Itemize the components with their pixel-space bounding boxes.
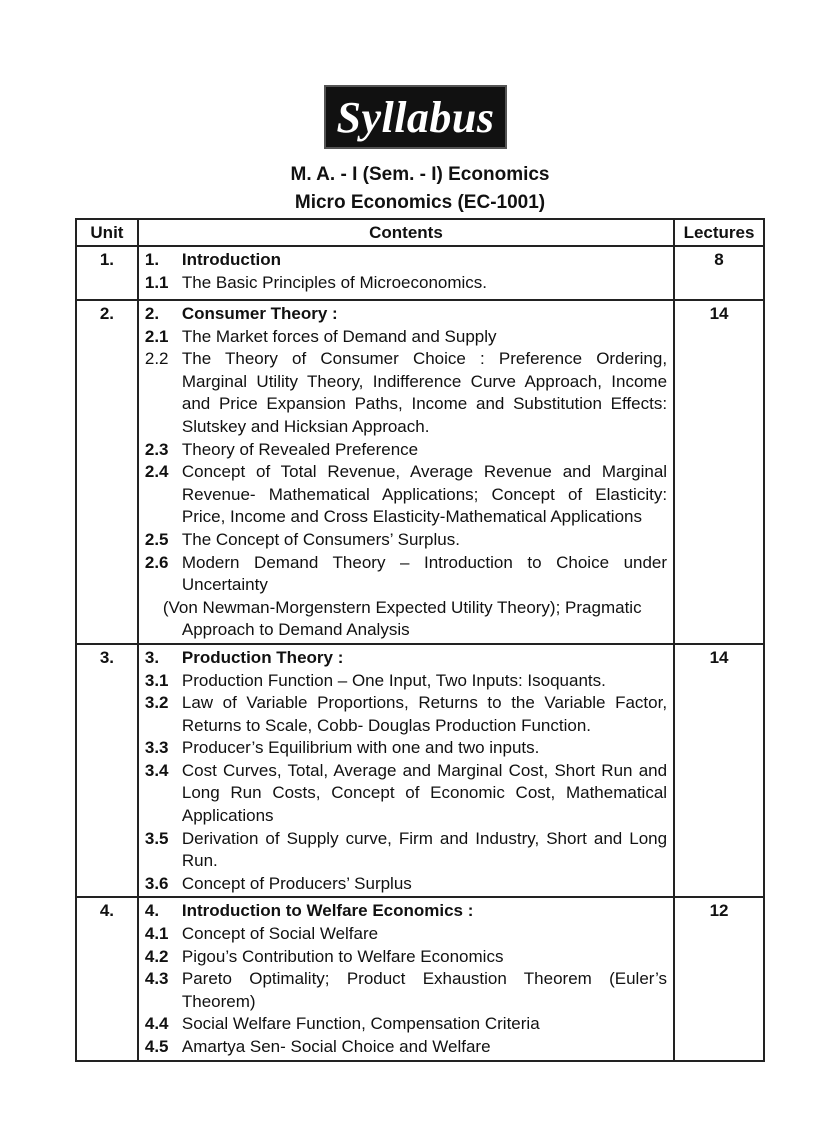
table-row <box>76 644 764 898</box>
syllabus-table <box>75 218 765 1062</box>
topic-item: 4.5 Amartya Sen- Social Choice and Welfare <box>144 1037 491 1056</box>
course-program-heading: M. A. - I (Sem. - I) Economics <box>290 164 550 185</box>
unit-heading: 1. Introduction <box>144 250 282 269</box>
unit-contents <box>138 246 674 300</box>
lecture-count: 14 <box>674 644 764 898</box>
unit-contents <box>138 897 674 1060</box>
topic-continuation-rest: Approach to Demand Analysis <box>181 620 410 640</box>
unit-heading: 4. Introduction to Welfare Economics : <box>144 901 474 921</box>
topic-item: 2.1 The Market forces of Demand and Supply <box>144 326 497 346</box>
unit-number: 4. <box>76 897 138 1060</box>
topic-item: 3.5 Derivation of Supply curve, Firm and Industry, Short and Long Run. <box>144 828 668 871</box>
topic-item: 4.1 Concept of Social Welfare <box>144 924 379 944</box>
topic-continuation: (Von Newman-Morgenstern Expected Utility Theory); Pragmatic <box>162 597 642 617</box>
topic-item: 2.6 Modern Demand Theory – Introduction to Choice under Uncertainty <box>144 552 668 595</box>
topic-item: 3.2 Law of Variable Proportions, Returns to the Variable Factor, Returns to Scale, Cobb- Douglas Production Function. <box>144 693 668 735</box>
unit-number: 3. <box>76 644 138 898</box>
unit-heading: 3. Production Theory : <box>144 647 344 667</box>
topic-item: 2.4 Concept of Total Revenue, Average Revenue and Marginal Revenue- Mathematical Applications; Concept of Elasticity: Price, Income and Cross Elasticity-Mathematical Applications <box>144 462 668 527</box>
unit-heading: 2. Consumer Theory : <box>144 304 338 323</box>
unit-number: 2. <box>76 300 138 644</box>
topic-item: 3.4 Cost Curves, Total, Average and Marginal Cost, Short Run and Long Run Costs, Concept of Economic Cost, Mathematical Applications <box>144 760 668 826</box>
topic-item: 4.3 Pareto Optimality; Product Exhaustion Theorem (Euler’s Theorem) <box>144 969 668 1011</box>
topic-item: 3.6 Concept of Producers’ Surplus <box>144 873 412 893</box>
lecture-count: 14 <box>674 300 764 644</box>
unit-contents <box>138 300 674 644</box>
unit-number: 1. <box>76 246 138 300</box>
syllabus-title: Syllabus <box>336 92 495 142</box>
topic-item: 2.2 The Theory of Consumer Choice : Preference Ordering, Marginal Utility Theory, Indifference Curve Approach, Income and Price Expansion Paths, Income and Substitution Effects: Slutskey and Hicksian Approach. <box>144 349 668 436</box>
table-header-row <box>76 219 764 246</box>
topic-item: 4.4 Social Welfare Function, Compensation Criteria <box>144 1014 540 1034</box>
topic-item: 3.3 Producer’s Equilibrium with one and two inputs. <box>144 738 540 758</box>
topic-item: 2.5 The Concept of Consumers’ Surplus. <box>144 529 460 549</box>
table-row <box>76 300 764 644</box>
table-row <box>76 246 764 300</box>
topic-item: 3.1 Production Function – One Input, Two Inputs: Isoquants. <box>144 670 606 690</box>
header-lectures: Lectures <box>674 219 764 246</box>
header-unit: Unit <box>76 219 138 246</box>
topic-item: 2.3 Theory of Revealed Preference <box>144 439 419 459</box>
unit-contents <box>138 644 674 898</box>
lecture-count: 8 <box>674 246 764 300</box>
header-contents: Contents <box>138 219 674 246</box>
lecture-count: 12 <box>674 897 764 1060</box>
syllabus-title-badge <box>324 85 507 149</box>
topic-item: 1.1 The Basic Principles of Microeconomics. <box>144 272 488 292</box>
course-paper-heading: Micro Economics (EC-1001) <box>294 192 546 213</box>
topic-item: 4.2 Pigou’s Contribution to Welfare Economics <box>144 946 504 966</box>
table-row <box>76 897 764 1060</box>
